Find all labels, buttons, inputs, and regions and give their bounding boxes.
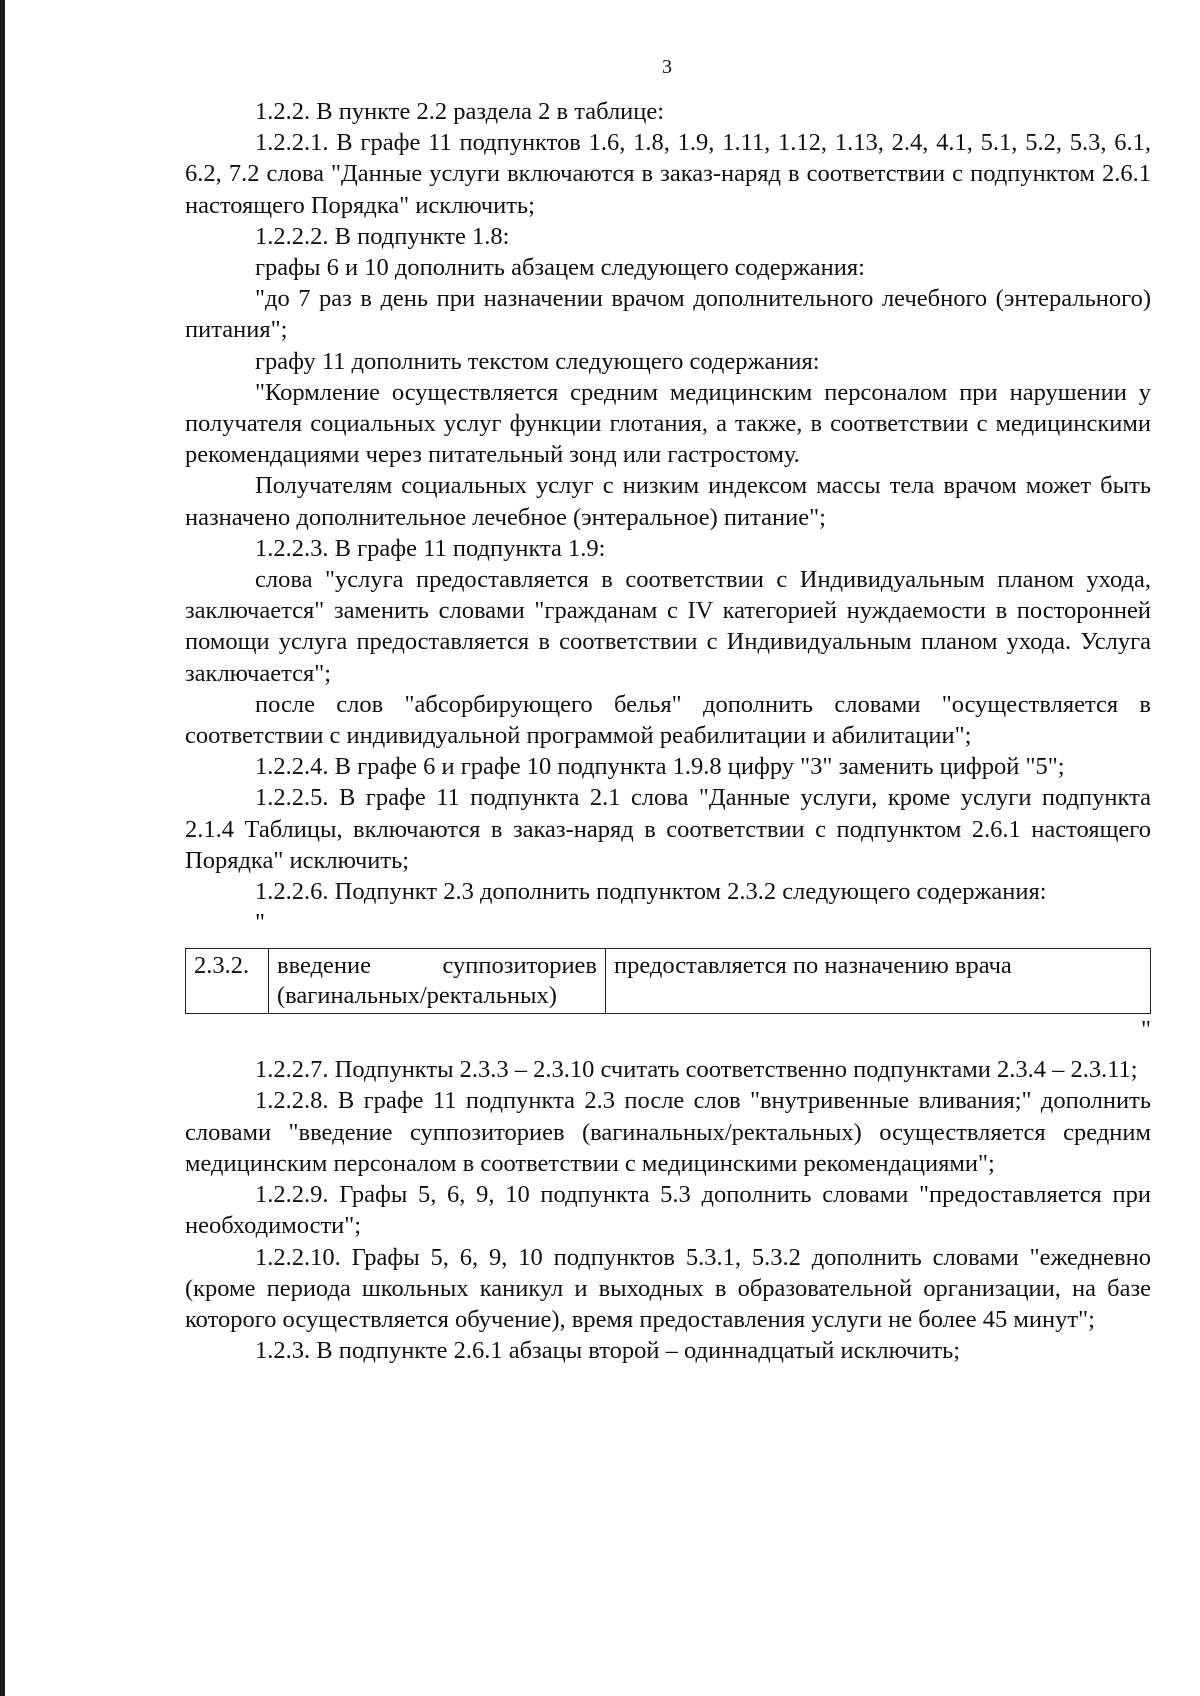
- document-body: [185, 96, 1151, 1366]
- paragraph: 1.2.2.3. В графе 11 подпункта 1.9:: [255, 534, 606, 562]
- paragraph: 1.2.2.6. Подпункт 2.3 дополнить подпунктом 2.3.2 следующего содержания:: [255, 878, 1047, 906]
- service-name-line: введение суппозиториев: [277, 952, 597, 980]
- paragraph: 1.2.2.4. В графе 6 и графе 10 подпункта 1.9.8 цифру "3" заменить цифрой "5";: [255, 753, 1065, 781]
- paragraph: слова "услуга предоставляется в соответствии с Индивидуальным планом ухода, заключается" заменить словами "гражданам с IV категорией нуждаемости в посторонней помощи услуга предоставляется в соответствии с Индивидуальным планом ухода. Услуга заключается";: [185, 566, 1151, 687]
- paragraph: графы 6 и 10 дополнить абзацем следующего содержания:: [255, 254, 865, 282]
- inserted-table: [185, 948, 1151, 1014]
- paragraph: Получателям социальных услуг с низким индексом массы тела врачом может быть назначено дополнительное лечебное (энтеральное) питание";: [185, 472, 1151, 531]
- paragraph: 1.2.2.7. Подпункты 2.3.3 – 2.3.10 считать соответственно подпунктами 2.3.4 – 2.3.11;: [255, 1056, 1138, 1084]
- paragraph: после слов "абсорбирующего белья" дополнить словами "осуществляется в соответствии с индивидуальной программой реабилитации и абилитации";: [185, 690, 1151, 750]
- paragraph: 1.2.2.9. Графы 5, 6, 9, 10 подпункта 5.3 дополнить словами "предоставляется при необходимости";: [185, 1181, 1151, 1240]
- paragraph: 1.2.3. В подпункте 2.6.1 абзацы второй – одиннадцатый исключить;: [255, 1337, 961, 1365]
- opening-quote-mark: ": [255, 909, 266, 937]
- table-cell-note: предоставляется по назначению врача: [606, 949, 1151, 1014]
- closing-quote-mark: ": [1140, 1016, 1151, 1044]
- page-number: 3: [662, 56, 672, 78]
- paragraph: 1.2.2.1. В графе 11 подпунктов 1.6, 1.8, 1.9, 1.11, 1.12, 1.13, 2.4, 4.1, 5.1, 5.2, 5.3, 6.1, 6.2, 7.2 слова "Данные услуги включаются в заказ-наряд в соответствии с подпунктом 2.6.1 настоящего Порядка" исключить;: [185, 129, 1151, 219]
- service-name-line: (вагинальных/ректальных): [277, 982, 557, 1010]
- paragraph: 1.2.2.10. Графы 5, 6, 9, 10 подпунктов 5.3.1, 5.3.2 дополнить словами "ежедневно (кроме периода школьных каникул и выходных в образовательной организации, на базе которого осуществляется обучение), время предоставления услуги не более 45 минут";: [185, 1243, 1151, 1333]
- table-row: [186, 949, 1151, 1014]
- paragraph: 1.2.2.8. В графе 11 подпункта 2.3 после слов "внутривенные вливания;" дополнить словами "введение суппозиториев (вагинальных/ректальных) осуществляется средним медицинским персоналом в соответствии с медицинскими рекомендациями";: [185, 1087, 1151, 1177]
- paragraph: 1.2.2. В пункте 2.2 раздела 2 в таблице:: [255, 98, 665, 125]
- paragraph: "до 7 раз в день при назначении врачом дополнительного лечебного (энтерального) питания";: [185, 285, 1151, 344]
- paragraph: "Кормление осуществляется средним медицинским персоналом при нарушении у получателя социальных услуг функции глотания, а также, в соответствии с медицинскими рекомендациями через питательный зонд или гастростому.: [185, 378, 1151, 469]
- paragraph: 1.2.2.5. В графе 11 подпункта 2.1 слова "Данные услуги, кроме услуги подпункта 2.1.4 Таблицы, включаются в заказ-наряд в соответствии с подпунктом 2.6.1 настоящего Порядка" исключить;: [185, 784, 1151, 874]
- table-cell-number: 2.3.2.: [186, 949, 269, 1014]
- paragraph: 1.2.2.2. В подпункте 1.8:: [255, 222, 510, 250]
- page-edge-line: [0, 0, 5, 1696]
- paragraph: графу 11 дополнить текстом следующего содержания:: [255, 347, 820, 375]
- table-cell-service: [269, 949, 606, 1014]
